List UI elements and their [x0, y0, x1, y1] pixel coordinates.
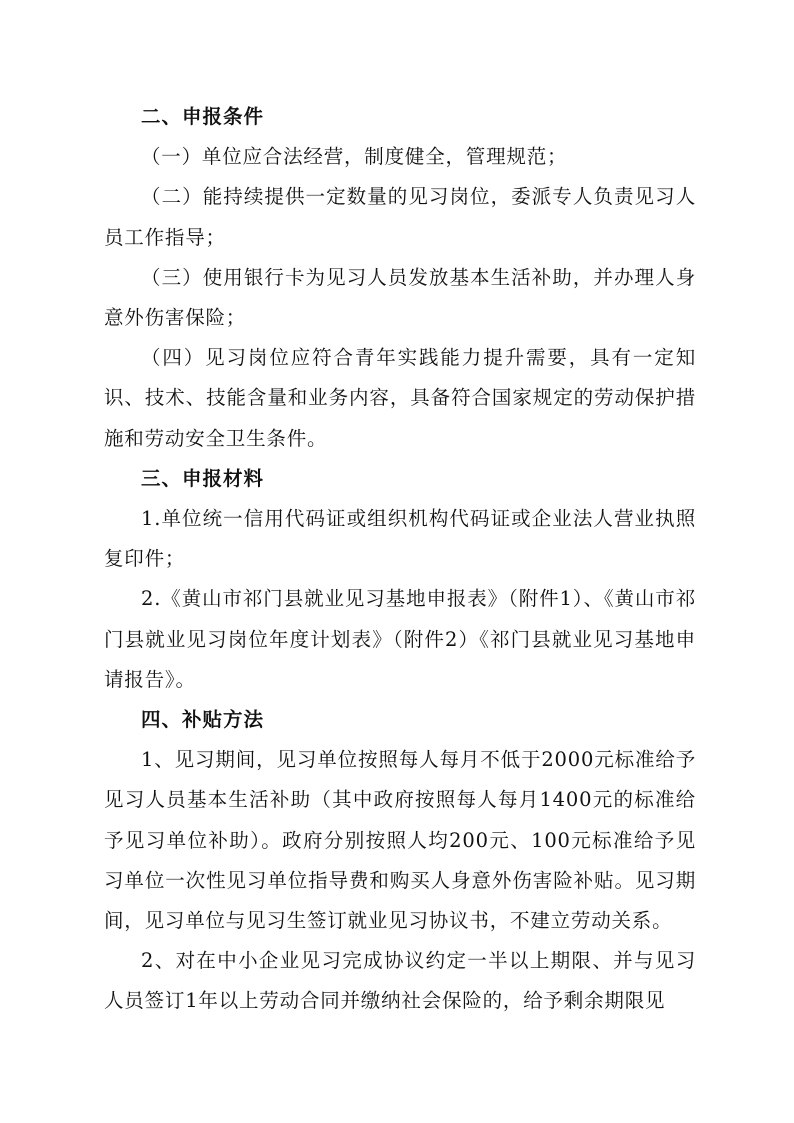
section-application-materials [104, 459, 696, 700]
section-heading: 四、补贴方法 [141, 708, 265, 732]
document-body [104, 97, 696, 1022]
section-heading: 三、申报材料 [141, 466, 265, 490]
paragraph: （四）见习岗位应符合青年实践能力提升需要，具有一定知识、技术、技能含量和业务内容，具备符合国家规定的劳动保护措施和劳动安全卫生条件。 [104, 346, 696, 450]
paragraph: （二）能持续提供一定数量的见习岗位，委派专人负责见习人员工作指导； [104, 185, 696, 249]
section-subsidy-methods [104, 700, 696, 1022]
section-heading: 二、申报条件 [141, 105, 265, 128]
paragraph: 1、见习期间，见习单位按照每人每月不低于2000元标准给予见习人员基本生活补助（其中政府按照每人每月1400元的标准给予见习单位补助）。政府分别按照人均200元、100元标准给予见习单位一次性见习单位指导费和购买人身意外伤害险补贴。见习期间，见习单位与见习生签订就业见习协议书，不建立劳动关系。 [104, 748, 696, 933]
paragraph: 2、对在中小企业见习完成协议约定一半以上期限、并与见习人员签订1年以上劳动合同并缴纳社会保险的，给予剩余期限见 [104, 949, 696, 1013]
paragraph: （一）单位应合法经营，制度健全，管理规范； [141, 145, 568, 169]
paragraph: 1.单位统一信用代码证或组织机构代码证或企业法人营业执照复印件； [104, 507, 696, 571]
paragraph: 2.《黄山市祁门县就业见习基地申报表》（附件1）、《黄山市祁门县就业见习岗位年度计划表》（附件2）《祁门县就业见习基地申请报告》。 [104, 587, 696, 691]
paragraph: （三）使用银行卡为见习人员发放基本生活补助，并办理人身意外伤害保险； [104, 265, 696, 330]
section-application-conditions [104, 97, 696, 459]
